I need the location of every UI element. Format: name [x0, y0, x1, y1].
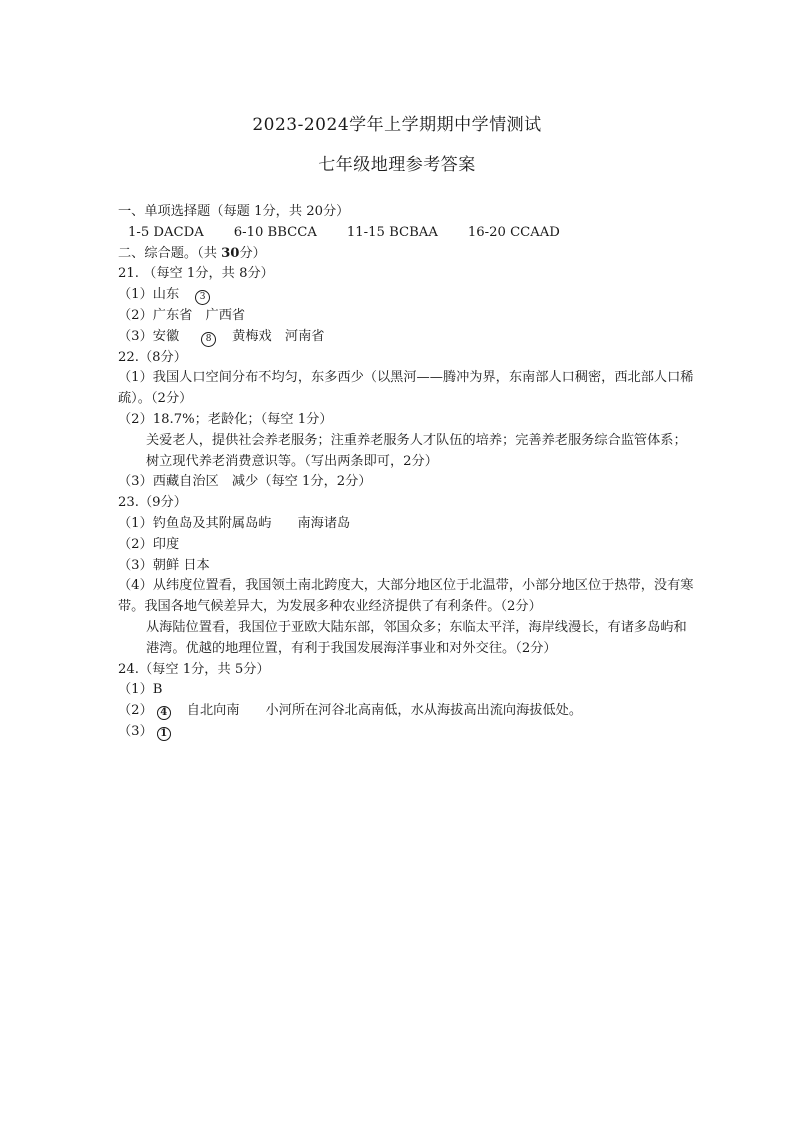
document-title: 2023-2024学年上学期期中学情测试 [252, 115, 542, 135]
q24-heading: 24.（每空 1分，共 5分） [118, 661, 270, 677]
q22-answer-2: （2）18.7%；老龄化；（每空 1分） [118, 411, 333, 427]
mcq-answer-11-15: 11-15 BCBAA [346, 224, 438, 240]
mcq-answer-6-10: 6-10 BBCCA [233, 224, 317, 240]
q24-answer-3: （3） 1 [118, 722, 698, 743]
q21-heading: 21. （每空 1分，共 8分） [118, 266, 274, 282]
q23-answer-2: （2）印度 [118, 536, 180, 552]
q23-answer-1: （1）钓鱼岛及其附属岛屿 南海诸岛 [118, 515, 351, 531]
q22-answer-3: （3）西藏自治区 减少（每空 1分，2分） [118, 474, 372, 490]
circled-number-mark: 4 [157, 706, 171, 720]
q22-answer-1: （1）我国人口空间分布不均匀，东多西少（以黑河——腾冲为界，东南部人口稠密，西北部人口稀疏）。（2分） [118, 370, 694, 407]
q24-answer-1: （1）B [118, 682, 163, 698]
q24-answer-2: （2） 4 自北向南 小河所在河谷北高南低，水从海拔高出流向海拔低处。 [118, 703, 583, 719]
q21-answer-1: （1）山东 3 [118, 285, 698, 306]
circled-number-mark: 8 [201, 332, 216, 347]
circled-number-mark: 3 [195, 290, 210, 305]
mcq-answers-row [118, 223, 698, 244]
section2-heading: 二、综合题。（共 30分） [118, 245, 266, 261]
q22-answer-2-detail: 关爱老人，提供社会养老服务；注重养老服务人才队伍的培养；完善养老服务综合监管体系；树立现代养老消费意识等。（写出两条即可，2分） [146, 432, 687, 469]
circled-number-mark: 1 [157, 727, 171, 741]
q21-answer-2: （2）广东省 广西省 [118, 307, 246, 323]
q23-answer-3: （3）朝鲜 日本 [118, 557, 210, 573]
q23-heading: 23.（9分） [118, 495, 187, 511]
q23-answer-4: （4）从纬度位置看，我国领土南北跨度大，大部分地区位于北温带，小部分地区位于热带，没有寒带。我国各地气候差异大，为发展多种农业经济提供了有利条件。（2分） [118, 578, 694, 615]
mcq-answer-1-5: 1-5 DACDA [128, 224, 204, 240]
mcq-answer-16-20: 16-20 CCAAD [467, 224, 560, 240]
q21-answer-3: （3）安徽 8 黄梅戏 河南省 [118, 327, 698, 348]
answer-body [118, 202, 698, 743]
document-subtitle: 七年级地理参考答案 [318, 155, 476, 175]
q22-heading: 22.（8分） [118, 349, 187, 365]
section1-heading: 一、单项选择题（每题 1分，共 20分） [118, 204, 350, 219]
q23-answer-4-detail: 从海陆位置看，我国位于亚欧大陆东部，邻国众多；东临太平洋，海岸线漫长，有诸多岛屿和港湾。优越的地理位置，有利于我国发展海洋事业和对外交往。（2分） [146, 619, 687, 656]
